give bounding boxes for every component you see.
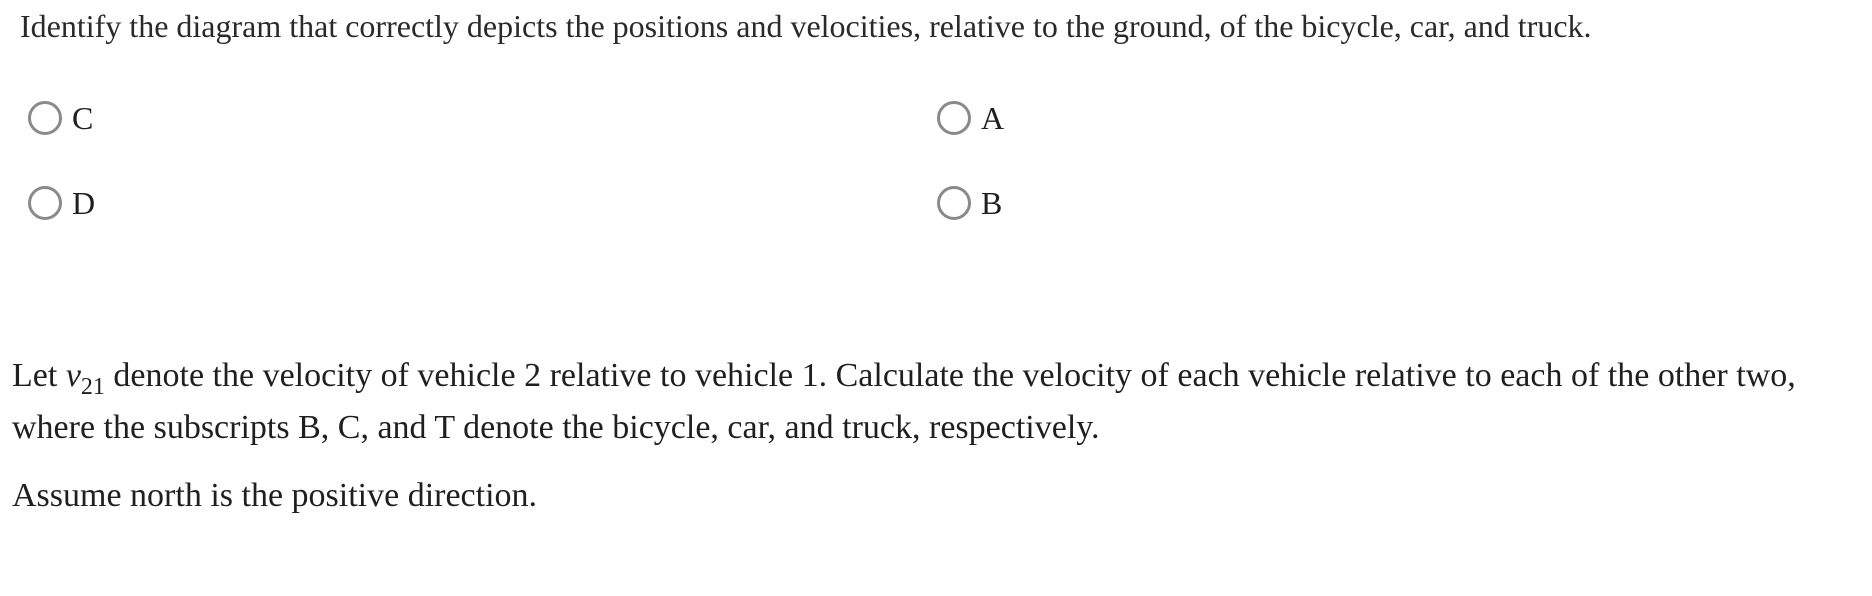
radio-button-empty-icon[interactable] — [28, 101, 62, 135]
instructions-rest: denote the velocity of vehicle 2 relative to vehicle 1. Calculate the velocity of each vehicle relative to each of the other two, where the subscripts B, C, and T denote the bicycle, car, and truck, respectively. — [12, 357, 1796, 446]
assumption-text: Assume north is the positive direction. — [12, 477, 538, 514]
option-a[interactable] — [937, 98, 1004, 138]
radio-button-empty-icon[interactable] — [28, 186, 62, 220]
option-b[interactable] — [937, 183, 1002, 223]
instructions-paragraph — [12, 350, 1862, 454]
question-prompt: Identify the diagram that correctly depicts the positions and velocities, relative to the ground, of the bicycle, car, and truck. — [20, 8, 1592, 44]
option-label[interactable]: B — [981, 185, 1003, 221]
instructions-lead: Let — [12, 357, 66, 394]
velocity-subscript: 21 — [80, 374, 105, 400]
velocity-variable: v — [65, 357, 81, 394]
option-label[interactable]: C — [72, 100, 94, 136]
option-label[interactable]: A — [981, 100, 1005, 136]
option-c[interactable] — [28, 98, 93, 138]
option-label[interactable]: D — [72, 185, 96, 221]
radio-button-empty-icon[interactable] — [937, 186, 971, 220]
option-d[interactable] — [28, 183, 95, 223]
radio-button-empty-icon[interactable] — [937, 101, 971, 135]
